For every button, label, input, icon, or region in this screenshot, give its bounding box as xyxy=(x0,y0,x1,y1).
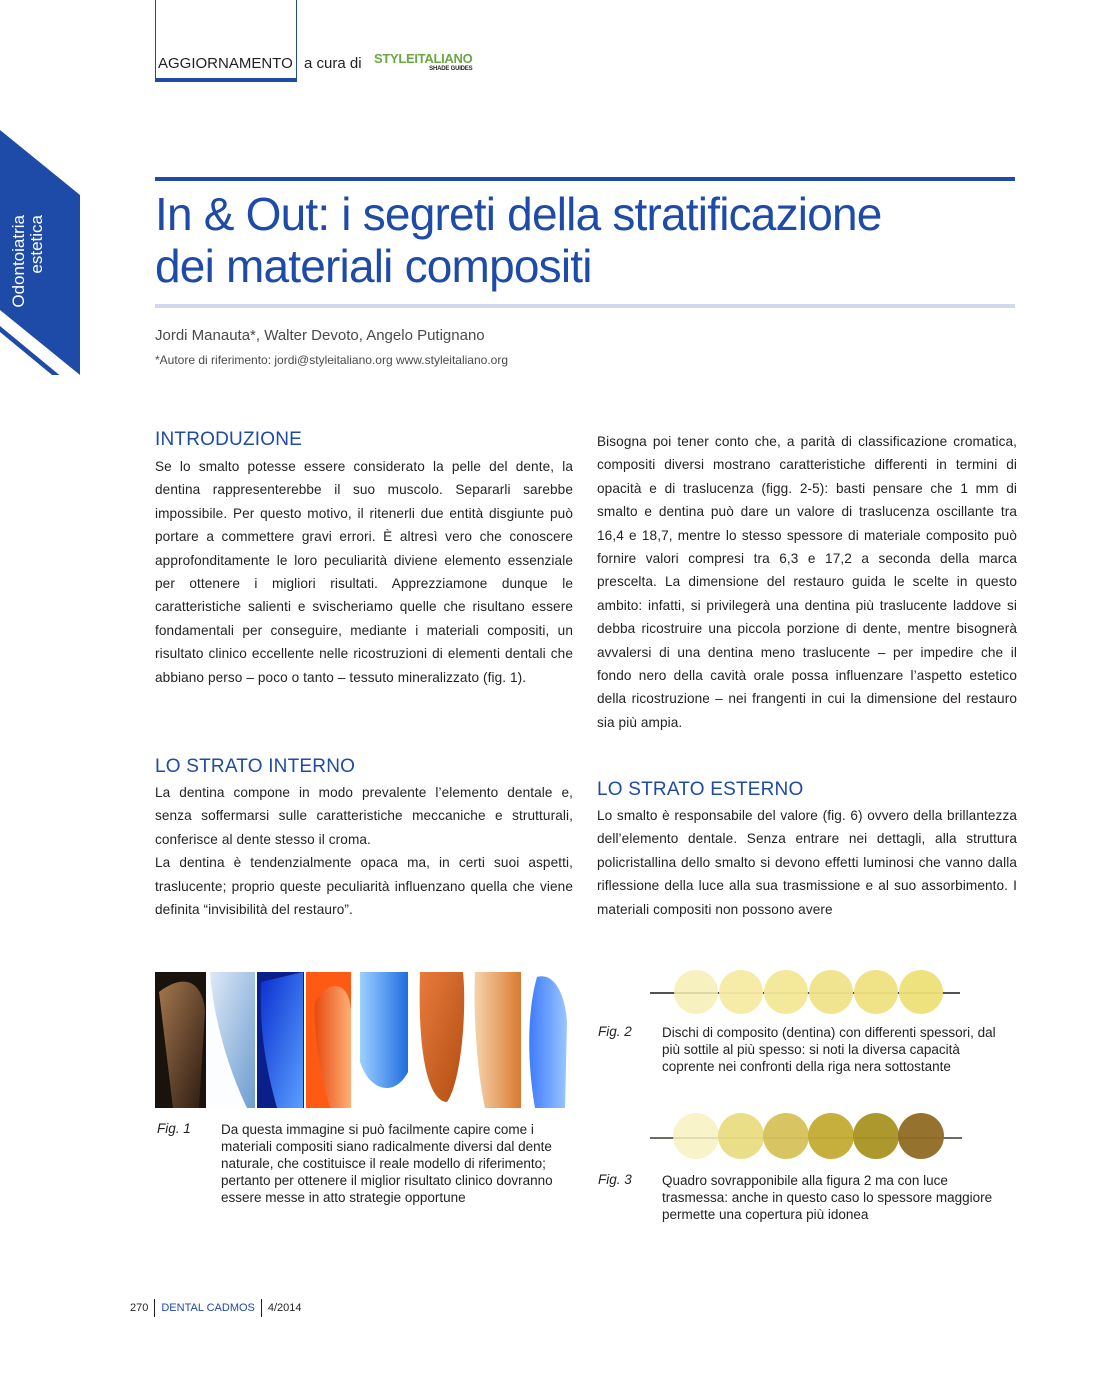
fig1-caption: Da questa immagine si può facilmente capire come i materiali compositi siano radicalmente diversi dal dente naturale, che costituisce il reale modello di riferimento; pertanto per ottenere il miglior risultato clinico dovranno essere messe in atto strategie opportune xyxy=(221,1122,553,1205)
fig1-image xyxy=(155,972,573,1108)
fig2-disc-4 xyxy=(809,970,853,1014)
journal-name: DENTAL CADMOS xyxy=(161,1301,255,1314)
section-label: AGGIORNAMENTO xyxy=(158,55,293,72)
paragraph-strato-interno-1: La dentina compone in modo prevalente l’elemento dentale e, senza soffermarsi sulle caratteristiche meccaniche e strutturali, conferisce al dente stesso il croma. xyxy=(155,785,573,847)
fig2-disc-1 xyxy=(674,970,718,1014)
page-footer xyxy=(130,1299,302,1317)
fig2-disc-2 xyxy=(719,970,763,1014)
fig3-disc-2 xyxy=(718,1113,764,1159)
paragraph-traslucenza: Bisogna poi tener conto che, a parità di classificazione cromatica, compositi diversi mostrano caratteristiche differenti in termini di opacità e di traslucenza (figg. 2-5): basti pensare che 1 mm di smalto e dentina può dare un valore di traslucenza oscillante tra 16,4 e 18,7, mentre lo stesso spessore di materiale composito può fornire valori compresi tra 6,3 e 17,2 a seconda della marca prescelta. La dimensione del restauro guida le scelte in questo ambito: infatti, si privilegerà una dentina più traslucente laddove si debba ricostruire una piccola porzione di dente, mentre bisognerà avvalersi di una dentina meno traslucente – per impedire che il fondo nero della cavità orale possa influenzare l’aspetto estetico della ricostruzione – nei frangenti in cui la dimensione del restauro sia più ampia. xyxy=(597,434,1017,730)
fig3-disc-6 xyxy=(898,1113,944,1159)
section-strato-interno xyxy=(155,781,573,921)
fig3-image xyxy=(650,1110,962,1160)
fig2-disc-3 xyxy=(764,970,808,1014)
issue-number: 4/2014 xyxy=(267,1301,302,1314)
fig2-discs xyxy=(674,970,943,1014)
heading-strato-esterno: LO STRATO ESTERNO xyxy=(597,779,804,800)
footer-separator xyxy=(154,1299,155,1317)
fig1-label: Fig. 1 xyxy=(157,1121,191,1136)
fig2-label: Fig. 2 xyxy=(598,1024,632,1039)
fig3-disc-3 xyxy=(763,1113,809,1159)
paragraph-strato-esterno: Lo smalto è responsabile del valore (fig. 6) ovvero della brillantezza dell’elemento dentale. Senza entrare nei dettagli, alla struttura policristallina dello smalto si devono effetti luminosi che vanno dalla riflessione della luce alla sua trasmissione e al suo assorbimento. I materiali compositi non possono avere xyxy=(597,808,1017,917)
fig3-caption: Quadro sovrapponibile alla figura 2 ma con luce trasmessa: anche in questo caso lo spessore maggiore permette una copertura più idonea xyxy=(662,1173,993,1222)
header-underline xyxy=(155,78,297,82)
authors: Jordi Manauta*, Walter Devoto, Angelo Putignano xyxy=(155,327,485,344)
paragraph-strato-interno-2: La dentina è tendenzialmente opaca ma, in certi suoi aspetti, traslucente; proprio queste peculiarità influenzano quella che viene definita “invisibilità del restauro”. xyxy=(155,855,573,918)
fig3-disc-5 xyxy=(853,1113,899,1159)
fig2-caption: Dischi di composito (dentina) con differenti spessori, dal più sottile al più spesso: si noti la diversa capacità coprente nei confronti della riga nera sottostante xyxy=(662,1025,996,1074)
header-divider-left xyxy=(155,0,156,78)
title-bottom-rule xyxy=(155,304,1015,308)
title-line1: In & Out: i segreti della stratificazione xyxy=(155,188,882,240)
fig3-disc-1 xyxy=(673,1113,719,1159)
heading-strato-interno: LO STRATO INTERNO xyxy=(155,756,356,777)
side-label-line1: Odontoiatria xyxy=(9,215,28,308)
side-category-label xyxy=(10,215,46,315)
header-divider-right xyxy=(296,0,297,78)
page-number: 270 xyxy=(130,1301,149,1314)
article-title xyxy=(155,188,1015,292)
footer-separator xyxy=(261,1299,262,1317)
author-reference: *Autore di riferimento: jordi@styleitaliano.org www.styleitaliano.org xyxy=(155,353,509,367)
fig2-disc-5 xyxy=(854,970,898,1014)
title-top-rule xyxy=(155,177,1015,181)
side-label-line2: estetica xyxy=(27,215,46,274)
fig2-disc-6 xyxy=(899,970,943,1014)
heading-introduzione: INTRODUZIONE xyxy=(155,429,303,450)
fig3-disc-4 xyxy=(808,1113,854,1159)
fig3-discs xyxy=(673,1113,944,1159)
fig2-image xyxy=(650,968,960,1016)
curated-by-label: a cura di xyxy=(304,55,362,72)
paragraph-introduzione: Se lo smalto potesse essere considerato la pelle del dente, la dentina rappresenterebbe il suo muscolo. Separarli sarebbe impossibile. Per questo motivo, il ritenerli due entità disgiunte può portare a commettere gravi errori. È altresì vero che conoscere approfonditamente le loro peculiarità diviene elemento essenziale per ottenere i migliori risultati. Apprezziamone dunque le caratteristiche salienti e svischeriamo quelle che risultano essere fondamentali per conseguire, mediante i materiali compositi, un risultato clinico eccellente nelle ricostruzioni di elementi dentali che abbiano perso – poco o tanto – tessuto mineralizzato (fig. 1). xyxy=(155,459,573,685)
styleitaliano-logo xyxy=(374,52,472,73)
logo-subtext: SHADE GUIDES xyxy=(429,66,473,72)
fig3-label: Fig. 3 xyxy=(598,1172,632,1187)
title-line2: dei materiali compositi xyxy=(155,240,592,292)
logo-text: STYLEITALIANO xyxy=(374,51,473,66)
